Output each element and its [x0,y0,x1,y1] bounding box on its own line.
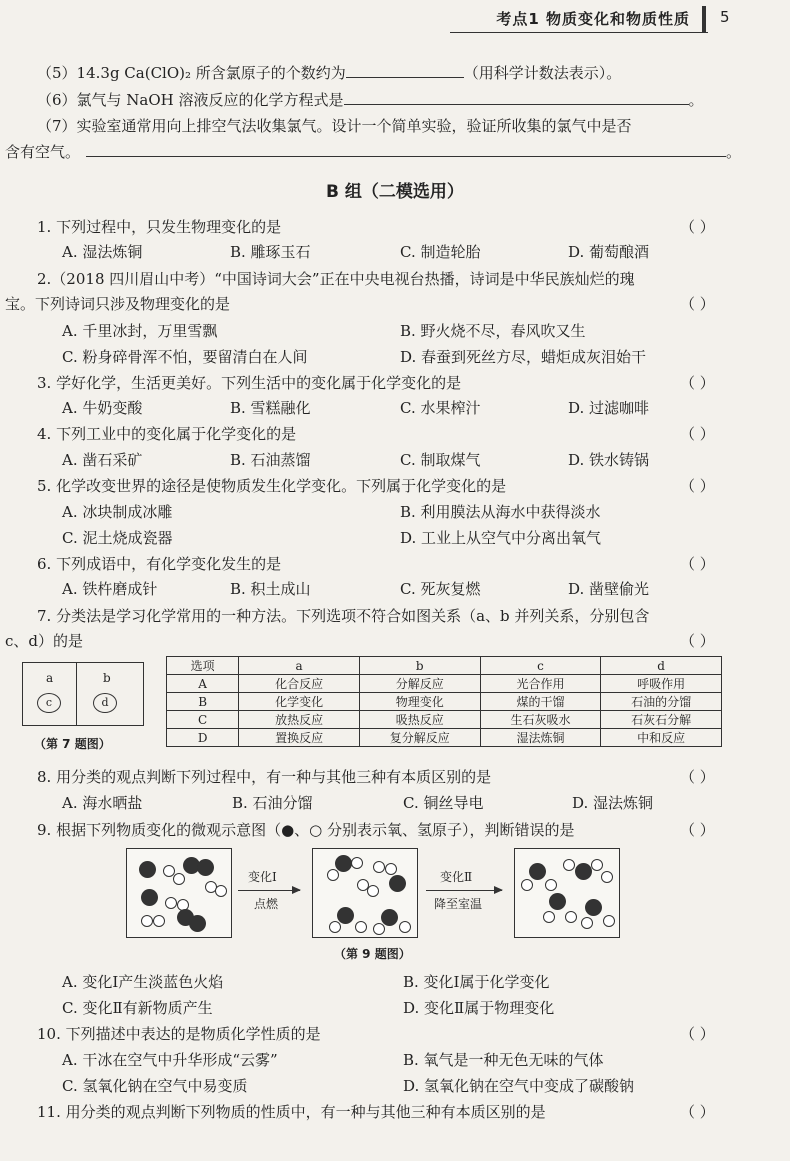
answer-paren[interactable]: （ ） [680,555,715,573]
oxygen-atom [337,907,354,924]
q2-option-c[interactable]: C. 粉身碎骨浑不怕，要留清白在人间 [62,348,308,366]
table-row [167,675,722,693]
diagram-divider [76,663,77,725]
answer-paren[interactable]: （ ） [680,374,715,392]
q5b-option-a[interactable]: A. 冰块制成冰雕 [62,503,173,521]
hydrogen-atom [603,915,615,927]
part-a-q7-line2 [5,141,741,162]
hydrogen-atom [153,915,165,927]
hydrogen-atom [373,923,385,935]
part-a-q5 [37,62,621,83]
part-a-q7-line1: （7）实验室通常用向上排空气法收集氯气。设计一个简单实验，验证所收集的氯气中是否 [37,117,632,135]
oxygen-atom [139,861,156,878]
section-title: B 组（二模选用） [326,182,464,202]
arrow-change-1 [238,890,300,891]
state-box-after-change-2 [514,848,620,938]
hydrogen-atom [591,859,603,871]
q10-stem: 10. 下列描述中表达的是物质化学性质的是 [37,1025,321,1043]
q7b-line1: 7. 分类法是学习化学常用的一种方法。下列选项不符合如图关系（a、b 并列关系，分别包含 [37,607,650,625]
q8-option-b[interactable]: B. 石油分馏 [232,794,313,812]
hydrogen-atom [367,885,379,897]
q7b-line2: c、d）的是 [5,632,84,650]
oxygen-atom [575,863,592,880]
answer-paren[interactable]: （ ） [680,425,715,443]
oxygen-atom [381,909,398,926]
q2-option-b[interactable]: B. 野火烧不尽，春风吹又生 [400,322,586,340]
q8-option-d[interactable]: D. 湿法炼铜 [572,794,654,812]
arrow-change-2 [426,890,502,891]
q1-option-c[interactable]: C. 制造轮胎 [400,243,481,261]
hydrogen-atom [327,869,339,881]
change-1-condition: 点燃 [254,897,279,911]
table-cell: 湿法炼铜 [480,729,601,747]
table-cell: C [167,711,239,729]
q2-option-d[interactable]: D. 春蚕到死丝方尽，蜡炬成灰泪始干 [400,348,647,366]
hydrogen-atom [521,879,533,891]
table-cell: 化合反应 [239,675,360,693]
q9-figure-caption: （第 9 题图） [334,947,411,961]
oxygen-atom [389,875,406,892]
table-row [167,729,722,747]
q5-text: （5）14.3g Ca(ClO)₂ 所含氯原子的个数约为 [37,64,346,82]
q4-option-b[interactable]: B. 石油蒸馏 [230,451,311,469]
answer-paren[interactable]: （ ） [680,821,715,839]
answer-blank[interactable] [346,65,464,78]
table-header: 选项 [167,657,239,675]
header-title: 考点1 物质变化和物质性质 [496,10,690,28]
table-cell: 石灰石分解 [601,711,722,729]
q5b-option-b[interactable]: B. 利用膜法从海水中获得淡水 [400,503,601,521]
q6b-option-a[interactable]: A. 铁杵磨成针 [62,580,158,598]
oxygen-atom [585,899,602,916]
header-rule [450,32,708,33]
change-1-label: 变化Ⅰ [248,870,277,884]
table-header: c [480,657,601,675]
q9-option-d[interactable]: D. 变化Ⅱ属于物理变化 [403,999,555,1017]
q1-option-d[interactable]: D. 葡萄酿酒 [568,243,650,261]
state-box-after-change-1 [312,848,418,938]
table-cell: 物理变化 [359,693,480,711]
q6-suffix: 。 [688,91,704,109]
table-cell: 化学变化 [239,693,360,711]
table-cell: 石油的分馏 [601,693,722,711]
oxygen-atom [141,889,158,906]
q6b-option-c[interactable]: C. 死灰复燃 [400,580,481,598]
table-cell: 光合作用 [480,675,601,693]
table-cell: 呼吸作用 [601,675,722,693]
table-cell: 中和反应 [601,729,722,747]
hydrogen-atom [173,873,185,885]
table-cell: 吸热反应 [359,711,480,729]
q4-option-d[interactable]: D. 铁水铸锅 [568,451,650,469]
q2-line1: 2.（2018 四川眉山中考）“中国诗词大会”正在中央电视台热播，诗词是中华民族灿烂的瑰 [37,270,635,288]
q5-suffix: （用科学计数法表示）。 [463,64,622,82]
hydrogen-atom [355,921,367,933]
q10-option-a[interactable]: A. 干冰在空气中升华形成“云雾” [62,1051,278,1069]
q2-line2: 宝。下列诗词只涉及物理变化的是 [5,295,231,313]
q3-option-b[interactable]: B. 雪糕融化 [230,399,311,417]
diagram-label-b: b [103,671,111,685]
answer-paren[interactable]: （ ） [680,768,715,786]
q7-suffix: 。 [726,143,742,161]
q4-option-c[interactable]: C. 制取煤气 [400,451,481,469]
oxygen-atom [335,855,352,872]
header-bar [702,6,706,32]
hydrogen-atom [543,911,555,923]
q7-relationship-diagram [22,662,144,726]
diagram-circle-c: c [37,693,61,713]
q8-option-c[interactable]: C. 铜丝导电 [403,794,484,812]
q9-stem: 9. 根据下列物质变化的微观示意图（●、○ 分别表示氧、氢原子），判断错误的是 [37,821,575,839]
q3-option-a[interactable]: A. 牛奶变酸 [62,399,143,417]
hydrogen-atom [165,897,177,909]
q9-option-b[interactable]: B. 变化Ⅰ属于化学变化 [403,973,550,991]
table-cell: 煤的干馏 [480,693,601,711]
table-header: a [239,657,360,675]
answer-paren[interactable]: （ ） [680,295,715,313]
oxygen-atom [189,915,206,932]
q7-figure-caption: （第 7 题图） [34,737,111,751]
q1-stem: 1. 下列过程中，只发生物理变化的是 [37,218,282,236]
q3-option-d[interactable]: D. 过滤咖啡 [568,399,650,417]
hydrogen-atom [329,921,341,933]
table-header: b [359,657,480,675]
q3-stem: 3. 学好化学，生活更美好。下列生活中的变化属于化学变化的是 [37,374,462,392]
table-cell: D [167,729,239,747]
hydrogen-atom [385,863,397,875]
answer-paren[interactable]: （ ） [680,632,715,650]
q5b-stem: 5. 化学改变世界的途径是使物质发生化学变化。下列属于化学变化的是 [37,477,507,495]
q1-option-b[interactable]: B. 雕琢玉石 [230,243,311,261]
hydrogen-atom [141,915,153,927]
table-cell: 置换反应 [239,729,360,747]
q9-option-a[interactable]: A. 变化Ⅰ产生淡蓝色火焰 [62,973,224,991]
answer-blank[interactable] [344,92,689,105]
q3-option-c[interactable]: C. 水果榨汁 [400,399,481,417]
table-cell: 放热反应 [239,711,360,729]
q6-text: （6）氯气与 NaOH 溶液反应的化学方程式是 [37,91,344,109]
hydrogen-atom [601,871,613,883]
table-cell: A [167,675,239,693]
hydrogen-atom [581,917,593,929]
table-row [167,693,722,711]
q5b-option-c[interactable]: C. 泥土烧成瓷器 [62,529,173,547]
q4-option-a[interactable]: A. 凿石采矿 [62,451,143,469]
q5b-option-d[interactable]: D. 工业上从空气中分离出氧气 [400,529,602,547]
change-2-condition: 降至室温 [434,897,483,911]
hydrogen-atom [545,879,557,891]
answer-paren[interactable]: （ ） [680,1025,715,1043]
q1-option-a[interactable]: A. 湿法炼铜 [62,243,143,261]
table-header-row [167,657,722,675]
q6b-option-d[interactable]: D. 凿壁偷光 [568,580,650,598]
q11-stem: 11. 用分类的观点判断下列物质的性质中，有一种与其他三种有本质区别的是 [37,1103,546,1121]
q9-option-c[interactable]: C. 变化Ⅱ有新物质产生 [62,999,213,1017]
answer-paren[interactable]: （ ） [680,1103,715,1121]
table-cell: B [167,693,239,711]
table-cell: 复分解反应 [359,729,480,747]
state-box-initial [126,848,232,938]
q10-option-b[interactable]: B. 氧气是一种无色无味的气体 [403,1051,604,1069]
hydrogen-atom [351,857,363,869]
q7-options-table [166,656,722,747]
hydrogen-atom [373,861,385,873]
running-header [450,6,780,34]
change-2-label: 变化Ⅱ [440,870,473,884]
q2-option-a[interactable]: A. 千里冰封，万里雪飘 [62,322,218,340]
table-row [167,711,722,729]
q6b-option-b[interactable]: B. 积土成山 [230,580,311,598]
q8-option-a[interactable]: A. 海水晒盐 [62,794,143,812]
hydrogen-atom [565,911,577,923]
hydrogen-atom [215,885,227,897]
diagram-label-a: a [46,671,54,685]
q10-option-d[interactable]: D. 氢氧化钠在空气中变成了碳酸钠 [403,1077,635,1095]
q10-option-c[interactable]: C. 氢氧化钠在空气中易变质 [62,1077,248,1095]
answer-blank[interactable] [86,144,726,157]
oxygen-atom [529,863,546,880]
hydrogen-atom [399,921,411,933]
table-cell: 分解反应 [359,675,480,693]
q7-line2-text: 含有空气。 [5,143,81,161]
q6b-stem: 6. 下列成语中，有化学变化发生的是 [37,555,282,573]
answer-paren[interactable]: （ ） [680,218,715,236]
oxygen-atom [197,859,214,876]
page-number: 5 [720,8,730,26]
part-a-q6 [37,89,704,110]
oxygen-atom [549,893,566,910]
q8-stem: 8. 用分类的观点判断下列过程中，有一种与其他三种有本质区别的是 [37,768,492,786]
q4-stem: 4. 下列工业中的变化属于化学变化的是 [37,425,297,443]
table-cell: 生石灰吸水 [480,711,601,729]
table-header: d [601,657,722,675]
answer-paren[interactable]: （ ） [680,477,715,495]
hydrogen-atom [563,859,575,871]
diagram-circle-d: d [93,693,117,713]
